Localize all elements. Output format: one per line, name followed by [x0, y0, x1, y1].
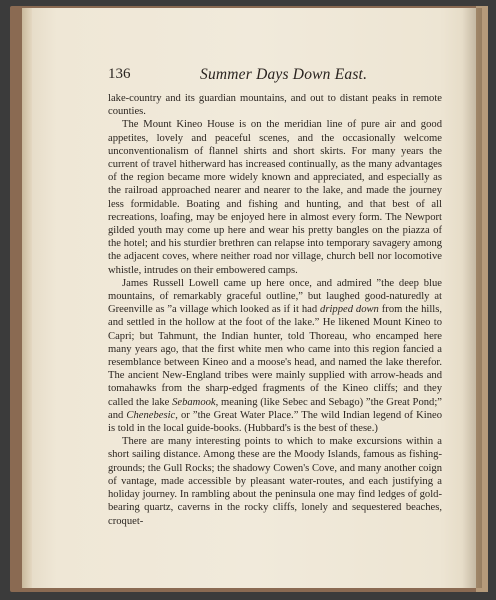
page-number: 136 [108, 66, 131, 82]
text-run: The Mount Kineo House is on the meridian line of pure air and good appetites, lovely and peaceful scenes, and the occasionally welcome unconventionalism of flannel shirts and short skirts. For many years the current of travel hitherward has increased continually, as the many advantages of the region became more widely known and appreciated, and especially as the railroad approached nearer and nearer to the lake, and made the journey less formidable. Boating and fishing and hunting, and that best of all recreations, loafing, may be enjoyed here in almost every form. The Newport gilded youth may come up here and wear his pretty bangles on the piazza of the hotel; and his sturdier brethren can relapse into temporary savagery among the adjacent coves, where neither road nor village, church bell nor locomotive whistle, intrudes on their embowered camps. [108, 119, 442, 276]
paragraph [108, 435, 442, 527]
italic-text: dripped down [320, 304, 379, 316]
page-edges-left [22, 8, 32, 588]
text-run: There are many interesting points to which to make excursions within a short sailing distance. Among these are the Moody Islands, famous as fishing-grounds; the Gull Rocks; the shadowy Cowen's Cove, and many another coign of vantage, made accessible by pleasant water-routes, and each justifying a holiday journey. In rambling about the peninsula one may find ledges of gold-bearing quartz, caverns in the rocky cliffs, lonely and sequestered beaches, croquet- [108, 436, 442, 527]
text-run: , or ”the Great Water Place.” The wild Indian legend of Kineo is told in the local guide-books. (Hubbard's is the best of these.) [108, 409, 443, 435]
paragraph [108, 277, 442, 435]
text-run: James Russell Lowell came up here once, and admired ”the deep blue mountains, of remarkably graceful outline,” but laughed good-naturedly at Greenville as ”a village which looked as if it had [108, 277, 442, 316]
text-run: lake-country and its guardian mountains, and out to distant peaks in remote counties. [108, 93, 442, 118]
paragraph [108, 92, 442, 118]
text-run: from the hills, and settled in the hollow at the foot of the lake.” He likened Mount Kineo to Capri; but Tahmunt, the Indian hunter, told Thoreau, who encamped here many years ago, that the first white men who came into this region fancied a resemblance between Kineo and a moose's head, and named the lake therefor. The ancient New-England tribes were mainly supplied with arrow-heads and tomahawks from the sharp-edged fragments of the Kineo cliffs; and they called the lake [108, 304, 443, 408]
gutter-shadow [462, 8, 482, 588]
page-header [108, 66, 442, 88]
running-title: Summer Days Down East. [200, 66, 368, 83]
paragraph [108, 118, 442, 276]
body-text [108, 92, 442, 528]
text-run: , meaning (like Sebec and Sebago) ”the Great Pond;” and [108, 396, 442, 421]
italic-text: Chenebesic [126, 409, 176, 421]
italic-text: Sebamook [172, 396, 216, 408]
